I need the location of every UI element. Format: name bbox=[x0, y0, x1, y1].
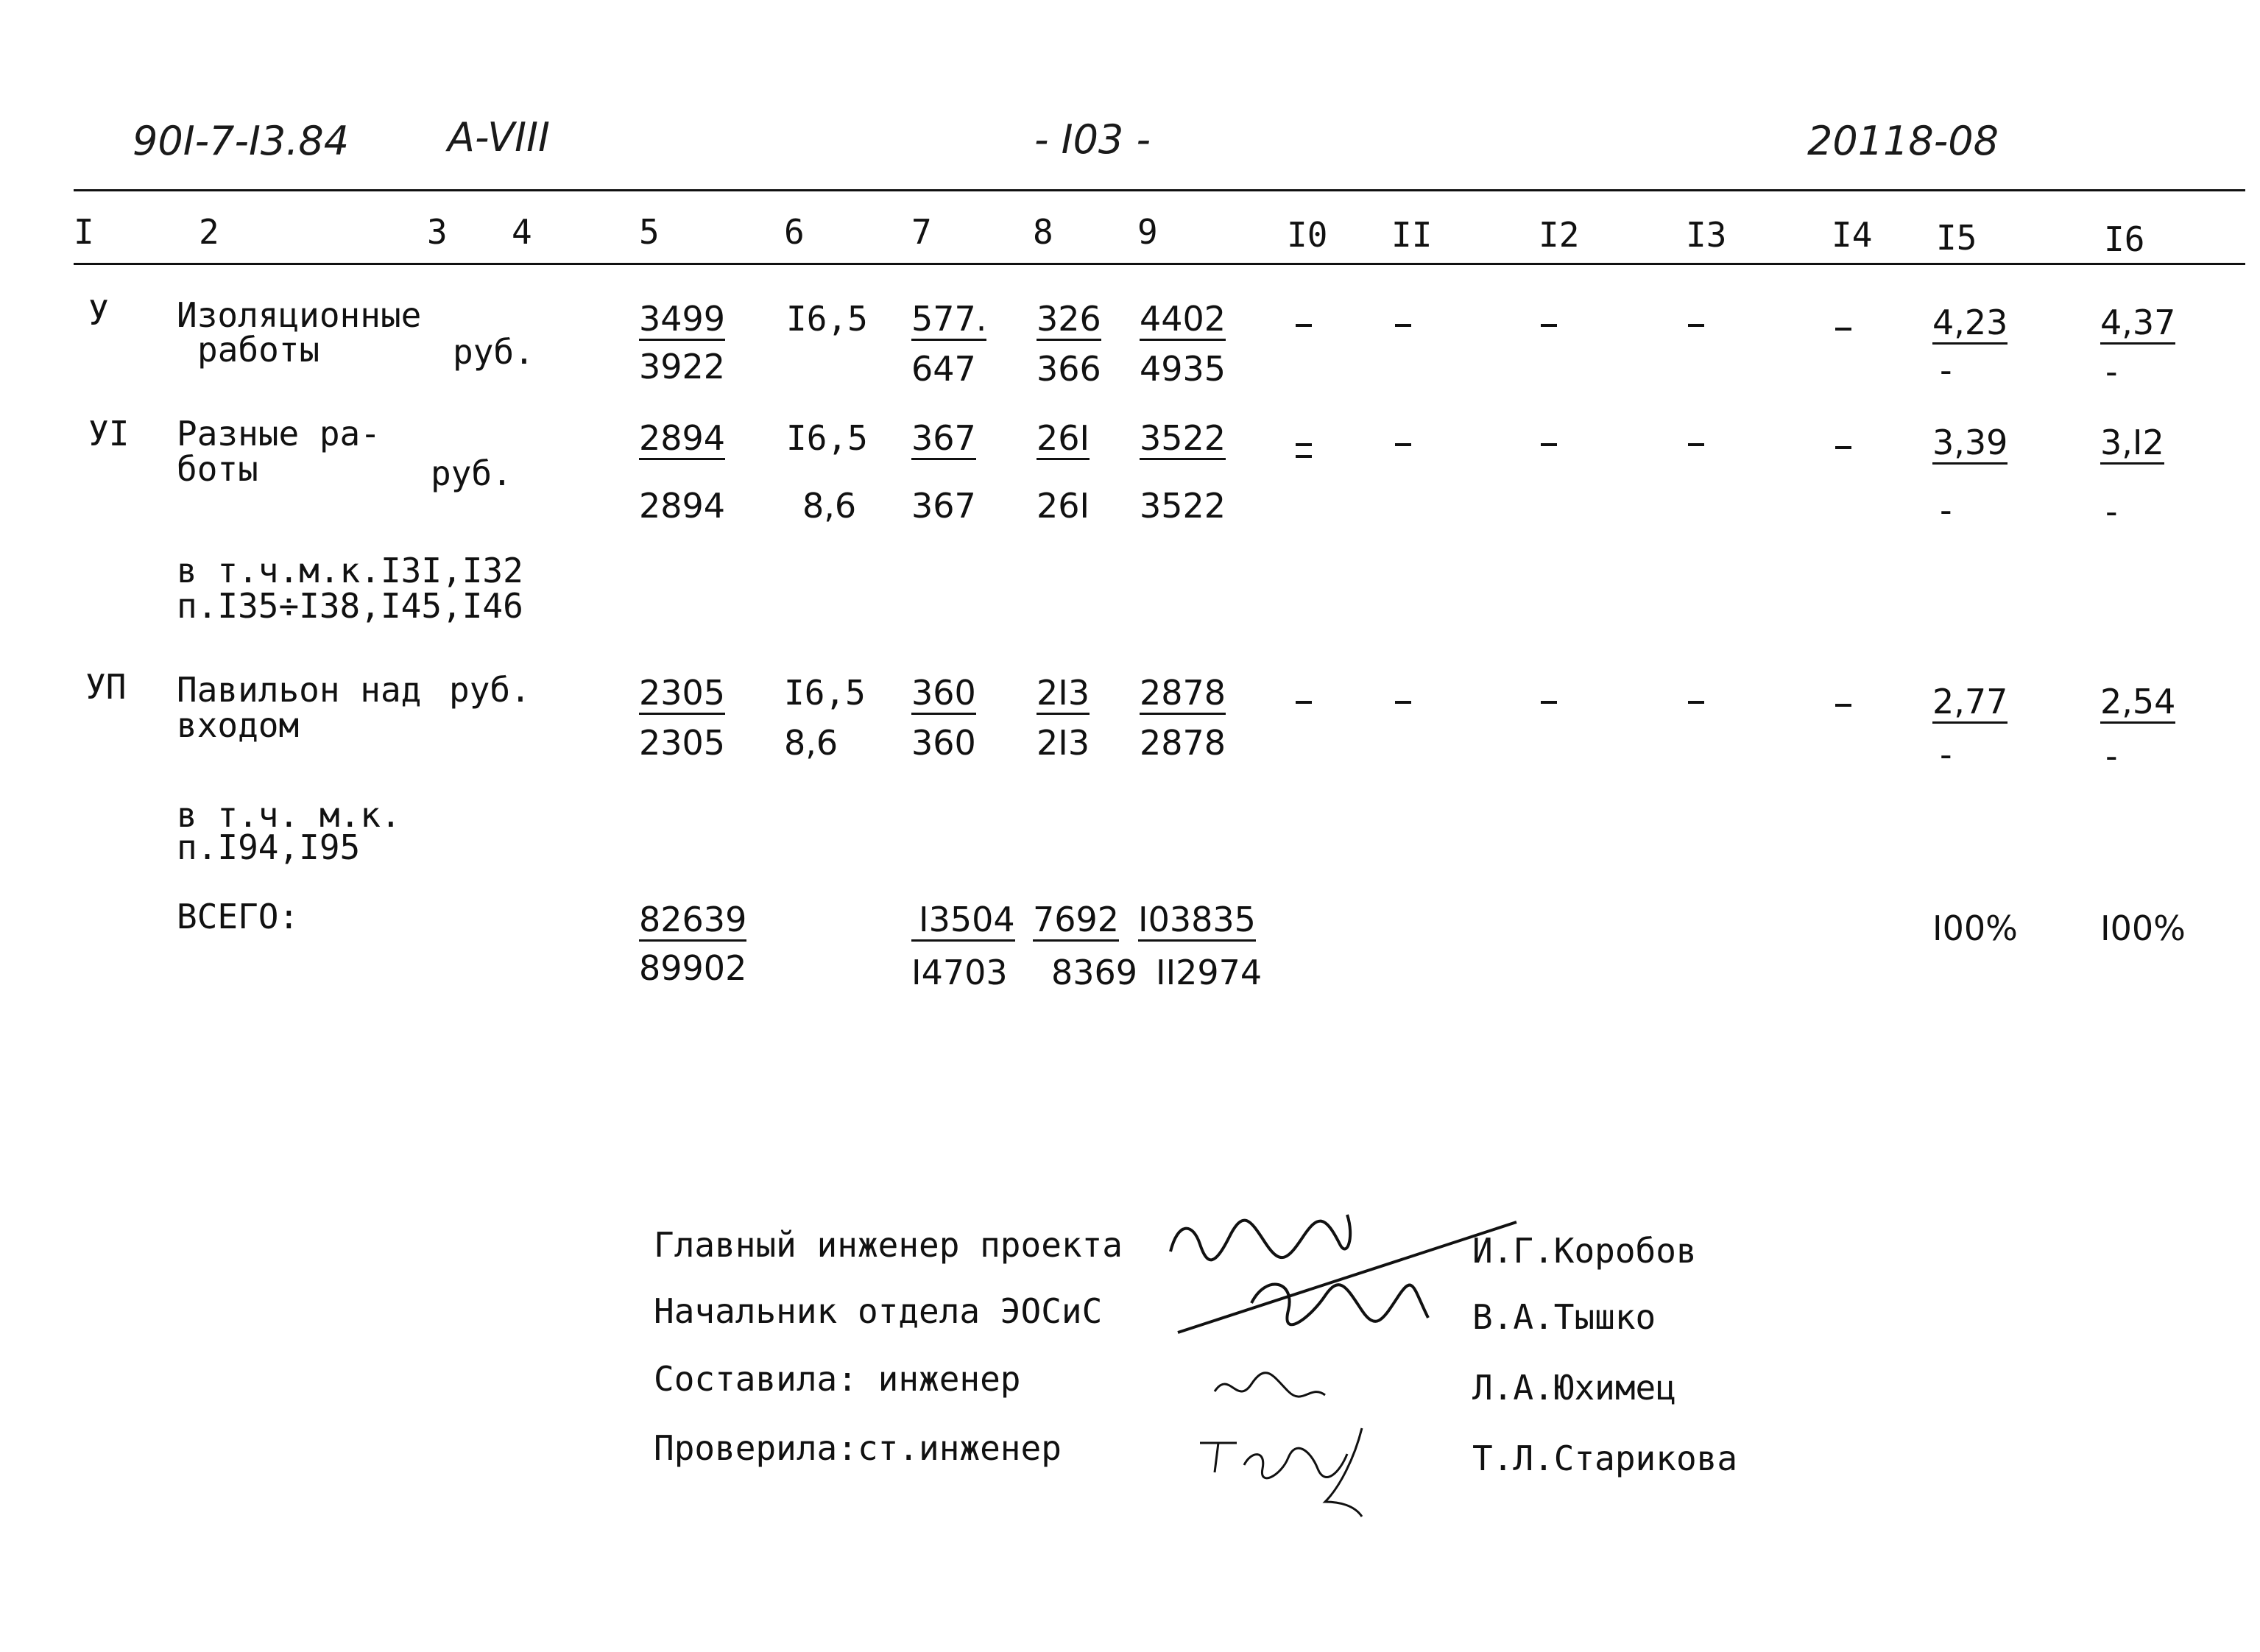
cell-c9-top: 3522 bbox=[1140, 421, 1226, 460]
cell-c16-top: 4,37 bbox=[2100, 306, 2175, 345]
cell-c7-bot: 647 bbox=[911, 349, 976, 389]
col-16: I6 bbox=[2104, 219, 2145, 259]
cell-c16-top: 2,54 bbox=[2100, 685, 2175, 724]
dash-mark bbox=[1688, 324, 1704, 327]
row-note-cont: п.I94,I95 bbox=[177, 827, 361, 867]
col-12: I2 bbox=[1539, 215, 1580, 255]
row-name-cont: боты bbox=[177, 449, 258, 489]
col-13: I3 bbox=[1686, 215, 1727, 255]
row-name-cont: входом bbox=[177, 705, 300, 745]
dash-mark bbox=[1395, 443, 1411, 446]
dash-mark bbox=[1688, 443, 1704, 446]
row-unit: руб. bbox=[453, 332, 534, 372]
total-c15: I00% bbox=[1932, 908, 2018, 948]
cell-c7-top: 360 bbox=[911, 676, 976, 715]
cell-c6-bot: 8,6 bbox=[802, 486, 857, 526]
cell-c15-top: 3,39 bbox=[1932, 426, 2007, 465]
row-note-cont: п.I35÷I38,I45,I46 bbox=[177, 586, 523, 626]
cell-c6-top: I6,5 bbox=[786, 418, 868, 458]
dash-mark bbox=[1835, 328, 1851, 331]
dash-mark bbox=[1541, 324, 1557, 327]
cell-c16-bot: - bbox=[2105, 736, 2118, 776]
total-c16: I00% bbox=[2100, 908, 2186, 948]
total-c5-bot: 89902 bbox=[639, 948, 747, 988]
signer-role: Начальник отдела ЭОСиС bbox=[654, 1291, 1103, 1331]
row-id: УП bbox=[85, 667, 127, 707]
col-4: 4 bbox=[512, 212, 532, 252]
cell-c8-top: 326 bbox=[1037, 302, 1101, 341]
signer-name: Л.А.Юхимец bbox=[1472, 1368, 1676, 1408]
col-11: II bbox=[1391, 215, 1433, 255]
cell-c15-top: 2,77 bbox=[1932, 685, 2007, 724]
dash-mark bbox=[1395, 324, 1411, 327]
col-9: 9 bbox=[1137, 212, 1158, 252]
dash-mark bbox=[1296, 443, 1312, 446]
dash-mark bbox=[1296, 455, 1312, 458]
col-1: I bbox=[74, 212, 94, 252]
cell-c16-bot: - bbox=[2105, 352, 2118, 392]
handwritten-signature bbox=[1148, 1193, 1531, 1443]
dash-mark bbox=[1395, 701, 1411, 704]
cell-c8-bot: 2I3 bbox=[1037, 723, 1090, 763]
col-8: 8 bbox=[1033, 212, 1053, 252]
row-unit: руб. bbox=[449, 670, 531, 710]
cell-c6-top: I6,5 bbox=[784, 673, 866, 713]
dash-mark bbox=[1296, 701, 1312, 704]
total-c5-top: 82639 bbox=[639, 903, 746, 942]
row-id: У bbox=[88, 293, 109, 333]
signer-name: Т.Л.Старикова bbox=[1472, 1439, 1738, 1478]
cell-c8-bot: 366 bbox=[1037, 349, 1101, 389]
row-unit: руб. bbox=[431, 453, 512, 493]
cell-c5-top: 3499 bbox=[639, 302, 725, 341]
row-id: УI bbox=[88, 414, 130, 453]
cell-c7-top: 577. bbox=[911, 302, 986, 341]
cell-c15-bot: - bbox=[1940, 735, 1952, 774]
cell-c5-bot: 3922 bbox=[639, 347, 726, 386]
dash-mark bbox=[1688, 701, 1704, 704]
col-15: I5 bbox=[1936, 218, 1977, 258]
header-rule bbox=[74, 263, 2245, 265]
cell-c8-bot: 26I bbox=[1037, 486, 1090, 526]
cell-c7-bot: 367 bbox=[911, 486, 976, 526]
row-note: в т.ч.м.к.I3I,I32 bbox=[177, 551, 523, 590]
signer-role: Составила: инженер bbox=[654, 1359, 1021, 1399]
cell-c8-top: 26I bbox=[1037, 421, 1090, 460]
cell-c16-bot: - bbox=[2105, 492, 2118, 532]
total-c9-bot: II2974 bbox=[1156, 953, 1263, 992]
cell-c5-top: 2305 bbox=[639, 676, 725, 715]
dash-mark bbox=[1835, 446, 1851, 449]
row-name-cont: работы bbox=[197, 330, 320, 370]
cell-c5-bot: 2305 bbox=[639, 723, 726, 763]
total-c7-top: I3504 bbox=[911, 903, 1015, 942]
col-6: 6 bbox=[784, 212, 805, 252]
doc-code: 90I-7-I3.84 bbox=[133, 118, 350, 164]
col-10: I0 bbox=[1287, 215, 1328, 255]
dash-mark bbox=[1835, 704, 1851, 707]
cell-c6-bot: 8,6 bbox=[784, 723, 838, 763]
total-label: ВСЕГО: bbox=[177, 897, 300, 936]
row-name: Разные ра- bbox=[177, 414, 381, 453]
row-name: Изоляционные bbox=[177, 295, 422, 335]
row-name: Павильон над bbox=[177, 670, 422, 710]
signer-role: Проверила:ст.инженер bbox=[654, 1428, 1062, 1468]
signer-name: И.Г.Коробов bbox=[1472, 1231, 1697, 1271]
cell-c8-top: 2I3 bbox=[1037, 676, 1090, 715]
col-5: 5 bbox=[639, 212, 660, 252]
total-c8-bot: 8369 bbox=[1051, 953, 1138, 992]
album-code: A-VIII bbox=[448, 114, 550, 160]
cell-c15-bot: - bbox=[1940, 490, 1952, 530]
col-3: 3 bbox=[427, 212, 448, 252]
cell-c6-top: I6,5 bbox=[786, 299, 868, 339]
dash-mark bbox=[1541, 701, 1557, 704]
cell-c15-bot: - bbox=[1940, 350, 1952, 390]
col-14: I4 bbox=[1832, 215, 1873, 255]
top-rule bbox=[74, 189, 2245, 191]
cell-c9-bot: 3522 bbox=[1140, 486, 1226, 526]
col-7: 7 bbox=[911, 212, 932, 252]
cell-c5-top: 2894 bbox=[639, 421, 725, 460]
page-number: - I03 - bbox=[1034, 116, 1151, 163]
cell-c9-bot: 4935 bbox=[1140, 349, 1226, 389]
cell-c9-top: 2878 bbox=[1140, 676, 1226, 715]
total-c8-top: 7692 bbox=[1033, 903, 1119, 942]
cell-c15-top: 4,23 bbox=[1932, 306, 2007, 345]
col-2: 2 bbox=[199, 212, 219, 252]
cell-c5-bot: 2894 bbox=[639, 486, 726, 526]
cell-c7-bot: 360 bbox=[911, 723, 976, 763]
cell-c7-top: 367 bbox=[911, 421, 976, 460]
signer-role: Главный инженер проекта bbox=[654, 1225, 1123, 1265]
cell-c9-bot: 2878 bbox=[1140, 723, 1226, 763]
total-c9-top: I03835 bbox=[1138, 903, 1256, 942]
row-note: в т.ч. м.к. bbox=[177, 795, 401, 835]
reference-number: 20118-08 bbox=[1807, 118, 1999, 164]
signer-name: В.А.Тышко bbox=[1472, 1297, 1656, 1337]
handwritten-signature bbox=[1193, 1413, 1428, 1531]
dash-mark bbox=[1296, 324, 1312, 327]
total-c7-bot: I4703 bbox=[911, 953, 1008, 992]
cell-c9-top: 4402 bbox=[1140, 302, 1226, 341]
dash-mark bbox=[1541, 443, 1557, 446]
cell-c16-top: 3,I2 bbox=[2100, 426, 2164, 465]
